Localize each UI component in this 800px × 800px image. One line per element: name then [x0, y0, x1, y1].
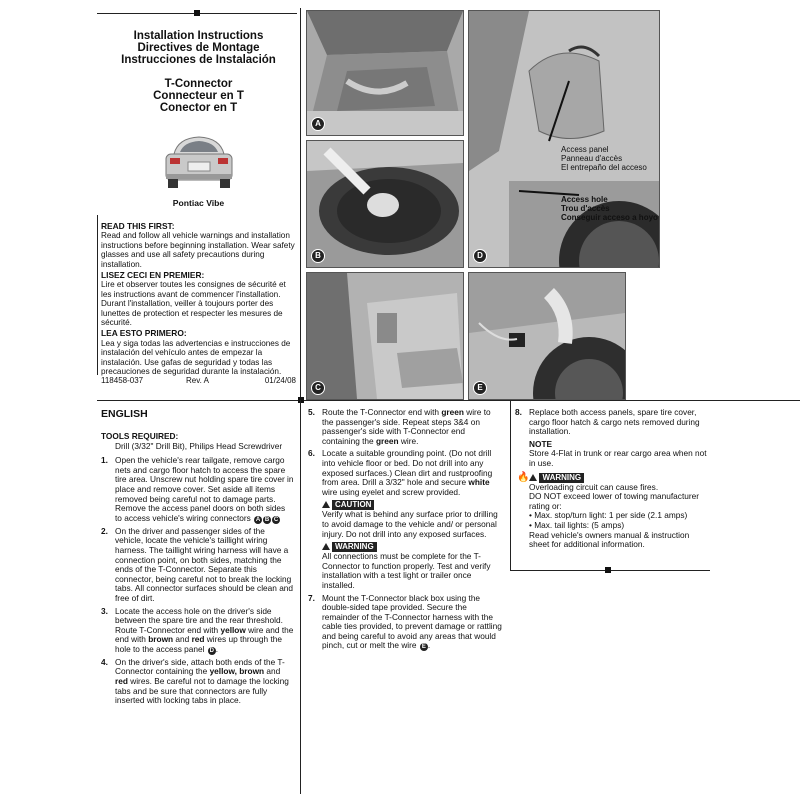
- caution-icon: [322, 501, 330, 508]
- caution-label: CAUTION: [332, 500, 374, 510]
- photo-ref-d: D: [209, 647, 214, 654]
- photo-label-d: D: [473, 249, 487, 263]
- product-en: T-Connector: [164, 78, 233, 90]
- access-hole-es: Conseguir acceso a hoyo: [561, 213, 658, 222]
- warning2-bullet1: • Max. stop/turn light: 1 per side (2.1 amps): [529, 510, 688, 521]
- warning-icon: [322, 543, 330, 550]
- read-first-fr-text: Lire et observer toutes les consignes de sécurité et les instructions avant de commencer l'installation. Durant l'installation, veiller à toujours porter des lunettes de protection et respecter les mesures de sécurité.: [101, 280, 286, 328]
- photo-ref-a: A: [255, 516, 261, 523]
- read-first-fr-title: LISEZ CECI EN PREMIER:: [101, 270, 205, 281]
- step-6-text: wire using eyelet and screw provided.: [322, 486, 461, 497]
- wire-color: red: [191, 634, 205, 645]
- product-es: Conector en T: [159, 102, 238, 114]
- wire-color: green: [375, 435, 399, 446]
- step-3: 3. Locate the access hole on the driver's side between the spare tire and the rear threshold. Route T-Connector end with yellow wire and the end with brown and red wires up through the hole to the access panel D .: [101, 605, 294, 654]
- step-num: 7.: [308, 592, 315, 603]
- step-1-text: Open the vehicle's rear tailgate, remove cargo nets and cargo floor hatch to access the spare tire area. Unscrew nut holding spare tire cover in place and remove cover. Set aside all items removed being careful not to damage parts. Remove the access panel doors on both sides to access vehicle's wiring connectors: [115, 455, 294, 523]
- step-3-text: and: [173, 634, 192, 645]
- step-2: [101, 527, 294, 604]
- step-7-text: Mount the T-Connector black box using the double-sided tape provided. Secure the remainder of the T-Connector harness with the cable ties provided, to prevent damage or rattling and being careful to avoid any areas that would pinch, cut or melt the wire: [322, 592, 502, 651]
- step-num: 1.: [101, 455, 108, 466]
- cover-title-block: [101, 30, 296, 114]
- photo-c: [306, 272, 464, 400]
- step-4-text: wires. Be careful not to damage the locking tabs and be sure that connectors are fully inserted with locking tabs in place.: [115, 676, 289, 706]
- step-4-text: and: [264, 666, 281, 677]
- step-num: 6.: [308, 448, 315, 459]
- step-4: [101, 658, 294, 706]
- step-num: 3.: [101, 605, 108, 616]
- vehicle-name: Pontiac Vibe: [172, 198, 225, 208]
- wire-color: yellow: [220, 624, 246, 635]
- access-panel-en: Access panel: [561, 145, 609, 154]
- warning2-line1: Overloading circuit can cause fires.: [529, 481, 659, 492]
- warning-block: [308, 542, 504, 590]
- title-fr: Directives de Montage: [137, 42, 260, 54]
- photo-ref-b: B: [264, 516, 270, 523]
- photo-b: [306, 140, 464, 268]
- col-divider-1: [300, 400, 301, 794]
- registration-mark: [194, 10, 200, 16]
- english-heading: ENGLISH: [101, 408, 148, 420]
- step-2-text: On the driver and passenger sides of the vehicle, locate the vehicle's taillight wiring harness. The taillight wiring harness will have a connection point, on both sides, matching the ends of the T-Connector. Separate this connector, being careful not to break the locking tabs. All connector surfaces should be clean and free of dirt.: [115, 525, 294, 603]
- photo-d: [468, 10, 660, 268]
- cover-divider: [300, 8, 301, 400]
- warning2-block: [515, 473, 710, 550]
- warning2-line2: DO NOT exceed lower of towing manufacturer rating or:: [529, 491, 700, 511]
- photo-e: [468, 272, 626, 400]
- caution-text: Verify what is behind any surface prior to drilling to avoid damage to the vehicle and/ or personal injury. Do not drill into any exposed surfaces.: [322, 509, 498, 539]
- step-5-text: Route the T-Connector end with: [322, 407, 442, 417]
- mid-rule: [97, 400, 800, 401]
- wire-color: brown: [148, 634, 174, 645]
- read-first-en-text: Read and follow all vehicle warnings and installation instructions before beginning installation. Wear safety glasses and use all safety precautions during installation.: [101, 231, 295, 269]
- access-hole-fr: Trou d'accès: [561, 204, 610, 213]
- date: 01/24/08: [264, 376, 296, 385]
- column-1: [101, 408, 294, 709]
- vehicle-image: [160, 132, 238, 194]
- part-number: 118458-037: [101, 376, 144, 385]
- step-num: 4.: [101, 656, 108, 667]
- fire-icon: 🔥: [517, 471, 530, 483]
- step-5-text: wire.: [398, 435, 419, 446]
- product-fr: Connecteur en T: [153, 90, 244, 102]
- registration-mark: [298, 397, 304, 403]
- column-3: [515, 408, 710, 550]
- step-num: 8.: [515, 407, 522, 417]
- title-es: Instrucciones de Instalación: [121, 54, 276, 66]
- step-8-text: Replace both access panels, spare tire cover, cargo floor hatch & cargo nets removed during installation.: [529, 407, 700, 437]
- step-3-text: Locate the access hole on the driver's side between the spare tire and the rear threshold. Route T-Connector end with: [115, 605, 283, 635]
- warning2-bullet2: • Max. tail lights: (5 amps): [529, 519, 625, 530]
- read-first-en-title: READ THIS FIRST:: [101, 221, 175, 231]
- step-1: [101, 456, 294, 524]
- photo-ref-c: C: [273, 516, 279, 523]
- access-hole-en: Access hole: [561, 195, 608, 204]
- wire-color: white: [468, 477, 490, 488]
- step-6-text: Locate a suitable grounding point. (Do not drill into vehicle floor or bed. Do not drill into any exposed surfaces.) Clean dirt and rustproofing from area. Drill a 3/32" hole and secure: [322, 448, 493, 488]
- wire-color: green: [441, 407, 464, 417]
- photo-a: [306, 10, 464, 136]
- step-5: [308, 408, 504, 446]
- step-num: 5.: [308, 407, 315, 417]
- column-2: [308, 408, 504, 654]
- registration-mark: [605, 567, 611, 573]
- left-rule: [97, 215, 98, 375]
- caution-block: [308, 500, 504, 539]
- warning-label: WARNING: [332, 542, 377, 552]
- note-block: [515, 440, 710, 469]
- revision: Rev. A: [186, 376, 209, 385]
- step-4-text: On the driver's side, attach both ends of the T-Connector containing the: [115, 656, 285, 677]
- photo-label-e: E: [473, 381, 487, 395]
- photo-label-c: C: [311, 381, 325, 395]
- photo-label-b: B: [311, 249, 325, 263]
- tools-title: TOOLS REQUIRED:: [101, 431, 179, 441]
- note-text: Store 4-Flat in trunk or rear cargo area when not in use.: [529, 448, 707, 468]
- photo-ref-e: E: [421, 644, 426, 651]
- warning2-line3: Read vehicle's owners manual & instruction sheet for additional information.: [529, 529, 690, 550]
- warning2-label: WARNING: [539, 473, 584, 483]
- access-panel-callout: [561, 145, 647, 172]
- step-7: 7. Mount the T-Connector black box using the double-sided tape provided. Secure the remainder of the T-Connector harness with the cable ties provided, to prevent damage or rattling and being careful to avoid any areas that would pinch, cut or melt the wire E .: [308, 592, 502, 651]
- read-first-box: [101, 222, 296, 379]
- col-divider-2: [510, 400, 511, 570]
- step-3-text: wires up through the hole to the access panel: [115, 634, 282, 654]
- step-num: 2.: [101, 525, 108, 536]
- tools-text: Drill (3/32" Drill Bit), Philips Head Screwdriver: [115, 440, 283, 451]
- read-first-es-text: Lea y siga todas las advertencias e instrucciones de instalación del vehículo antes de empezar la instalación. Use gafas de seguridad y todas las precauciones de seguridad durante la instalación.: [101, 338, 291, 377]
- warning-text: All connections must be complete for the T-Connector to function properly. Test and verify installation with a test light or trailer once installed.: [322, 551, 491, 590]
- read-first-es-title: LEA ESTO PRIMERO:: [101, 328, 187, 339]
- title-en: Installation Instructions: [133, 30, 264, 42]
- wire-color: yellow, brown: [209, 666, 265, 677]
- photo-label-a: A: [311, 117, 325, 131]
- step-3-text: wire and the end with: [115, 624, 294, 645]
- warning2-icon: [529, 474, 537, 481]
- wire-color: red: [115, 676, 128, 687]
- step-6: [308, 449, 504, 497]
- note-label: NOTE: [529, 438, 553, 449]
- step-5-text: wire to the passenger's side. Repeat steps 3&4 on passenger's side with T-Connector end containing the: [322, 407, 491, 446]
- access-panel-fr: Panneau d'accès: [561, 154, 623, 163]
- access-panel-es: El entrepaño del acceso: [561, 163, 647, 172]
- access-hole-callout: [561, 195, 658, 222]
- step-8: [515, 408, 710, 437]
